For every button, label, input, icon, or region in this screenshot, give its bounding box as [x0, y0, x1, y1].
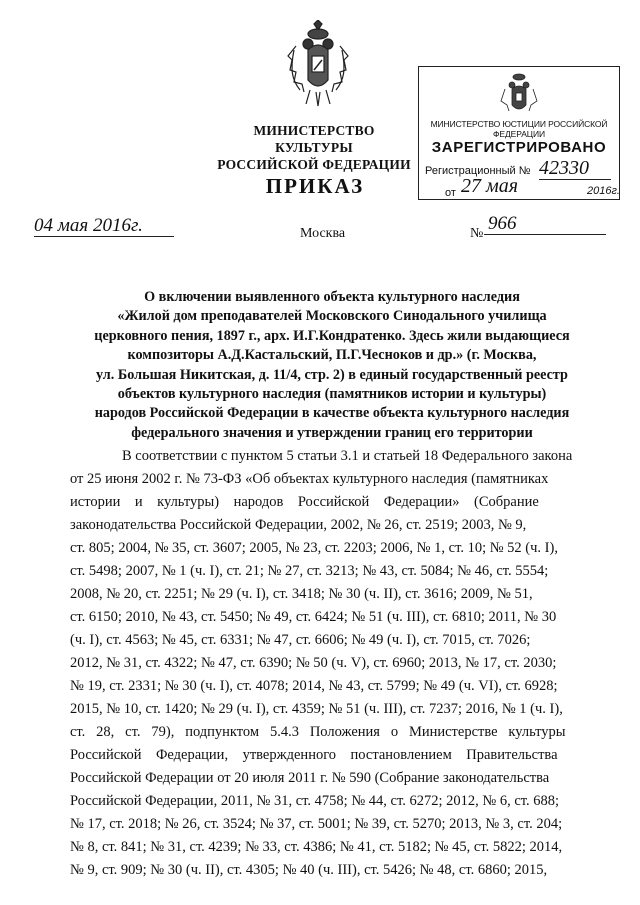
title-line: «Жилой дом преподавателей Московского Синодального училища [117, 308, 547, 325]
body-paragraph [70, 445, 620, 882]
ministry-line-1: МИНИСТЕРСТВО КУЛЬТУРЫ [253, 123, 375, 155]
coat-of-arms-emblem [286, 20, 350, 115]
ministry-name [214, 122, 414, 173]
order-date: 04 мая 2016г. [34, 216, 174, 237]
stamp-date-prefix: от [445, 187, 456, 199]
title-line: народов Российской Федерации в качестве объекта культурного наследия [94, 405, 570, 422]
body-line: ст. 5498; 2007, № 1 (ч. I), ст. 21; № 27, ст. 3213; № 43, ст. 5084; № 46, ст. 5554; [70, 563, 549, 579]
title-line: церковного пения, 1897 г., арх. И.Г.Кондратенко. Здесь жили выдающиеся [94, 327, 570, 344]
body-line: № 17, ст. 2018; № 26, ст. 3524; № 37, ст. 5001; № 39, ст. 5270; 2013, № 3, ст. 204; [70, 816, 563, 832]
order-title [82, 288, 582, 443]
title-line: ул. Большая Никитская, д. 11/4, стр. 2) в единый государственный реестр [96, 366, 568, 383]
title-line: композиторы А.Д.Кастальский, П.Г.Чесноков и др.» (г. Москва, [127, 347, 537, 364]
body-line: 2008, № 20, ст. 2251; № 29 (ч. I), ст. 3418; № 30 (ч. II), ст. 3616; 2009, № 51, [70, 586, 533, 602]
title-line: федерального значения и утверждении границ его территории [131, 424, 533, 441]
order-number-label: № [470, 226, 484, 241]
stamp-coat-of-arms-emblem [499, 71, 539, 124]
title-line: объектов культурного наследия (памятников истории и культуры) [117, 386, 547, 403]
stamp-date: 27 мая [461, 175, 519, 197]
body-line: В соответствии с пунктом 5 статьи 3.1 и статьей 18 Федерального закона [122, 448, 573, 464]
stamp-year: 2016г. [587, 185, 620, 197]
city: Москва [300, 226, 346, 241]
body-line: № 8, ст. 841; № 31, ст. 4239; № 33, ст. 4386; № 41, ст. 5182; № 45, ст. 5822; 2014, [70, 839, 563, 855]
stamp-reg-number: 42330 [539, 157, 611, 180]
body-line: Российской Федерации, 2011, № 31, ст. 4758; № 44, ст. 6272; 2012, № 6, ст. 688; [70, 793, 560, 809]
document-type: ПРИКАЗ [265, 174, 365, 198]
stamp-organization: МИНИСТЕРСТВО ЮСТИЦИИ РОССИЙСКОЙ ФЕДЕРАЦИИ [430, 119, 608, 139]
body-line: ст. 6150; 2010, № 43, ст. 5450; № 49, ст. 6424; № 51 (ч. III), ст. 6810; 2011, № 30 [70, 609, 557, 625]
body-line: 2015, № 10, ст. 1420; № 29 (ч. I), ст. 4359; № 51 (ч. III), ст. 7237; 2016, № 1 (ч. I), [70, 701, 563, 717]
ministry-line-2: РОССИЙСКОЙ ФЕДЕРАЦИИ [217, 157, 411, 172]
body-line: от 25 июня 2002 г. № 73-ФЗ «Об объектах культурного наследия (памятниках [70, 471, 549, 487]
body-line: законодательства Российской Федерации, 2002, № 26, ст. 2519; 2003, № 9, [70, 517, 527, 533]
order-number: 966 [484, 214, 606, 235]
body-line: ст. 28, ст. 79), подпунктом 5.4.3 Положения о Министерстве культуры [70, 724, 566, 740]
title-line: О включении выявленного объекта культурного наследия [144, 289, 520, 305]
body-line: истории и культуры) народов Российской Федерации» (Собрание [70, 494, 539, 510]
body-line: ст. 805; 2004, № 35, ст. 3607; 2005, № 23, ст. 2203; 2006, № 1, ст. 10; № 52 (ч. I), [70, 540, 558, 556]
body-line: (ч. I), ст. 4563; № 45, ст. 6331; № 47, ст. 6606; № 49 (ч. I), ст. 7015, ст. 7026; [70, 632, 531, 648]
body-line: Российской Федерации, утвержденного постановлением Правительства [70, 747, 558, 763]
stamp-reg-number-label: Регистрационный № [425, 165, 531, 177]
body-line: № 19, ст. 2331; № 30 (ч. I), ст. 4078; 2014, № 43, ст. 5799; № 49 (ч. VI), ст. 6928; [70, 678, 558, 694]
registration-stamp [418, 66, 620, 200]
body-line: № 9, ст. 909; № 30 (ч. II), ст. 4305; № 40 (ч. III), ст. 5426; № 48, ст. 6860; 2015, [70, 862, 548, 878]
body-line: 2012, № 31, ст. 4322; № 47, ст. 6390; № 50 (ч. V), ст. 6960; 2013, № 17, ст. 2030; [70, 655, 557, 671]
body-line: Российской Федерации от 20 июля 2011 г. № 590 (Собрание законодательства [70, 770, 550, 786]
stamp-registered: ЗАРЕГИСТРИРОВАНО [431, 139, 607, 156]
